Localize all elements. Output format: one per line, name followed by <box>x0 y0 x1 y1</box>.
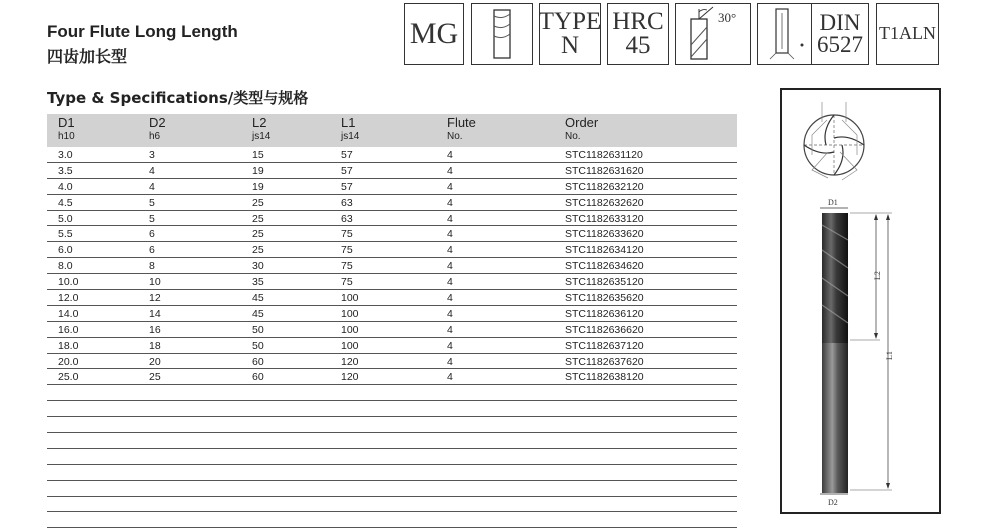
l1-label: L1 <box>885 351 894 360</box>
cell-d1: 3.0 <box>58 149 73 161</box>
cell-flute: 4 <box>447 228 453 241</box>
hardness-label: HRC 45 <box>612 8 664 59</box>
shank-section <box>822 343 848 493</box>
cell-l1: 120 <box>341 355 359 368</box>
coating-label: T1ALN <box>879 23 936 44</box>
empty-table-row <box>47 497 737 513</box>
tolerance-icon <box>764 5 812 63</box>
empty-table-row <box>47 433 737 449</box>
cell-flute: 4 <box>447 212 453 225</box>
cell-d1: 16.0 <box>58 323 79 336</box>
cell-d2: 3 <box>149 149 155 161</box>
cell-flute: 4 <box>447 323 453 336</box>
cell-order: STC1182635120 <box>565 276 644 289</box>
table-row <box>47 306 737 322</box>
end-mill-badge <box>471 3 533 65</box>
cell-order: STC1182637120 <box>565 339 644 352</box>
hardness-badge <box>607 3 669 65</box>
cell-order: STC1182631120 <box>565 149 643 161</box>
cell-d1: 14.0 <box>58 307 79 320</box>
cell-d2: 4 <box>149 164 155 177</box>
page-subtitle-cn: 四齿加长型 <box>47 47 128 66</box>
cell-d1: 5.5 <box>58 228 73 241</box>
end-mill-drawing <box>782 90 939 512</box>
table-row <box>47 322 737 338</box>
col-d2: D2 h6 <box>149 115 166 142</box>
cell-order: STC1182638120 <box>565 371 644 384</box>
cell-flute: 4 <box>447 149 453 161</box>
cell-d1: 4.5 <box>58 196 73 209</box>
din-badge <box>811 3 869 65</box>
cell-flute: 4 <box>447 276 453 289</box>
cell-order: STC1182634620 <box>565 260 644 273</box>
table-row <box>47 179 737 195</box>
cell-l2: 30 <box>252 260 264 273</box>
empty-table-row <box>47 401 737 417</box>
cell-l2: 19 <box>252 180 264 193</box>
cell-order: STC1182632120 <box>565 180 644 193</box>
cell-order: STC1182636120 <box>565 307 644 320</box>
cell-order: STC1182633620 <box>565 228 644 241</box>
cell-d2: 18 <box>149 339 161 352</box>
table-row <box>47 242 737 258</box>
empty-table-row <box>47 385 737 401</box>
cell-d1: 12.0 <box>58 292 79 305</box>
cell-flute: 4 <box>447 307 453 320</box>
table-row <box>47 211 737 227</box>
cell-l2: 50 <box>252 323 264 336</box>
cell-l1: 57 <box>341 164 353 177</box>
tolerance-badge <box>757 3 819 65</box>
cell-d2: 25 <box>149 371 161 384</box>
cell-l1: 63 <box>341 212 353 225</box>
cell-d2: 14 <box>149 307 161 320</box>
cell-l2: 15 <box>252 149 264 161</box>
col-d1: D1 h10 <box>58 115 75 142</box>
cell-l1: 100 <box>341 307 359 320</box>
cell-d2: 12 <box>149 292 161 305</box>
cell-d2: 4 <box>149 180 155 193</box>
cell-flute: 4 <box>447 355 453 368</box>
table-row <box>47 338 737 354</box>
cell-l1: 75 <box>341 260 353 273</box>
table-body <box>47 147 737 528</box>
cell-d1: 18.0 <box>58 339 79 352</box>
cell-d2: 20 <box>149 355 161 368</box>
cell-flute: 4 <box>447 292 453 305</box>
table-row <box>47 369 737 385</box>
type-badge <box>539 3 601 65</box>
cell-l1: 75 <box>341 276 353 289</box>
cell-flute: 4 <box>447 244 453 257</box>
helix-angle-badge <box>675 3 751 65</box>
cell-l2: 25 <box>252 196 264 209</box>
cell-l2: 60 <box>252 355 264 368</box>
cell-d2: 10 <box>149 276 161 289</box>
cell-d2: 5 <box>149 196 155 209</box>
cross-section-icon <box>804 102 864 180</box>
din-label: DIN 6527 <box>817 10 863 57</box>
table-row <box>47 274 737 290</box>
tool-drawing <box>780 88 941 514</box>
cell-l2: 25 <box>252 244 264 257</box>
cell-l2: 50 <box>252 339 264 352</box>
cell-l1: 57 <box>341 180 353 193</box>
type-label: TYPE N <box>538 8 602 59</box>
cell-flute: 4 <box>447 260 453 273</box>
cell-order: STC1182634120 <box>565 244 644 257</box>
empty-table-row <box>47 481 737 497</box>
cell-d1: 25.0 <box>58 371 79 384</box>
cell-d1: 4.0 <box>58 180 73 193</box>
cell-l2: 60 <box>252 371 264 384</box>
empty-table-row <box>47 417 737 433</box>
col-flute: Flute No. <box>447 115 476 142</box>
helix-angle-icon <box>677 5 749 63</box>
empty-table-row <box>47 449 737 465</box>
cell-d1: 20.0 <box>58 355 79 368</box>
table-row <box>47 354 737 370</box>
cell-d2: 16 <box>149 323 161 336</box>
material-label: MG <box>409 16 459 50</box>
cell-l2: 25 <box>252 212 264 225</box>
col-l2: L2 js14 <box>252 115 271 142</box>
table-row <box>47 258 737 274</box>
cell-flute: 4 <box>447 196 453 209</box>
cell-flute: 4 <box>447 339 453 352</box>
cell-d1: 5.0 <box>58 212 73 225</box>
table-row <box>47 226 737 242</box>
cell-d2: 5 <box>149 212 155 225</box>
end-mill-icon <box>480 6 524 62</box>
cell-order: STC1182637620 <box>565 355 644 368</box>
cell-order: STC1182633120 <box>565 212 644 225</box>
cell-d2: 6 <box>149 244 155 257</box>
cell-d1: 6.0 <box>58 244 73 257</box>
cell-l1: 57 <box>341 149 353 161</box>
table-row <box>47 290 737 306</box>
table-row <box>47 195 737 211</box>
cell-d2: 8 <box>149 260 155 273</box>
cell-flute: 4 <box>447 371 453 384</box>
cell-l1: 75 <box>341 228 353 241</box>
cell-flute: 4 <box>447 180 453 193</box>
cell-d1: 8.0 <box>58 260 73 273</box>
cell-l1: 63 <box>341 196 353 209</box>
cell-order: STC1182631620 <box>565 164 644 177</box>
empty-table-row <box>47 465 737 481</box>
d1-label: D1 <box>828 198 838 207</box>
cell-d1: 3.5 <box>58 164 73 177</box>
helix-angle-label: 30° <box>718 10 737 25</box>
col-l1: L1 js14 <box>341 115 360 142</box>
cell-l2: 45 <box>252 307 264 320</box>
cell-l1: 75 <box>341 244 353 257</box>
cell-l1: 100 <box>341 292 359 305</box>
table-row <box>47 163 737 179</box>
cell-l2: 45 <box>252 292 264 305</box>
cell-l2: 25 <box>252 228 264 241</box>
page-title: Four Flute Long Length <box>47 22 238 41</box>
cell-flute: 4 <box>447 164 453 177</box>
table-row <box>47 147 737 163</box>
cell-l1: 120 <box>341 371 359 384</box>
cell-l1: 100 <box>341 323 359 336</box>
cell-d2: 6 <box>149 228 155 241</box>
cell-l2: 19 <box>252 164 264 177</box>
l2-label: L2 <box>873 271 882 280</box>
cell-d1: 10.0 <box>58 276 79 289</box>
cell-order: STC1182636620 <box>565 323 644 336</box>
cell-order: STC1182632620 <box>565 196 644 209</box>
cell-order: STC1182635620 <box>565 292 644 305</box>
section-title: Type & Specifications/类型与规格 <box>47 89 309 107</box>
col-order: Order No. <box>565 115 599 142</box>
cell-l2: 35 <box>252 276 264 289</box>
cell-l1: 100 <box>341 339 359 352</box>
spec-table <box>47 114 737 528</box>
d2-label: D2 <box>828 498 838 507</box>
material-badge <box>404 3 464 65</box>
coating-badge <box>876 3 939 65</box>
table-header <box>47 114 737 147</box>
empty-table-row <box>47 512 737 528</box>
